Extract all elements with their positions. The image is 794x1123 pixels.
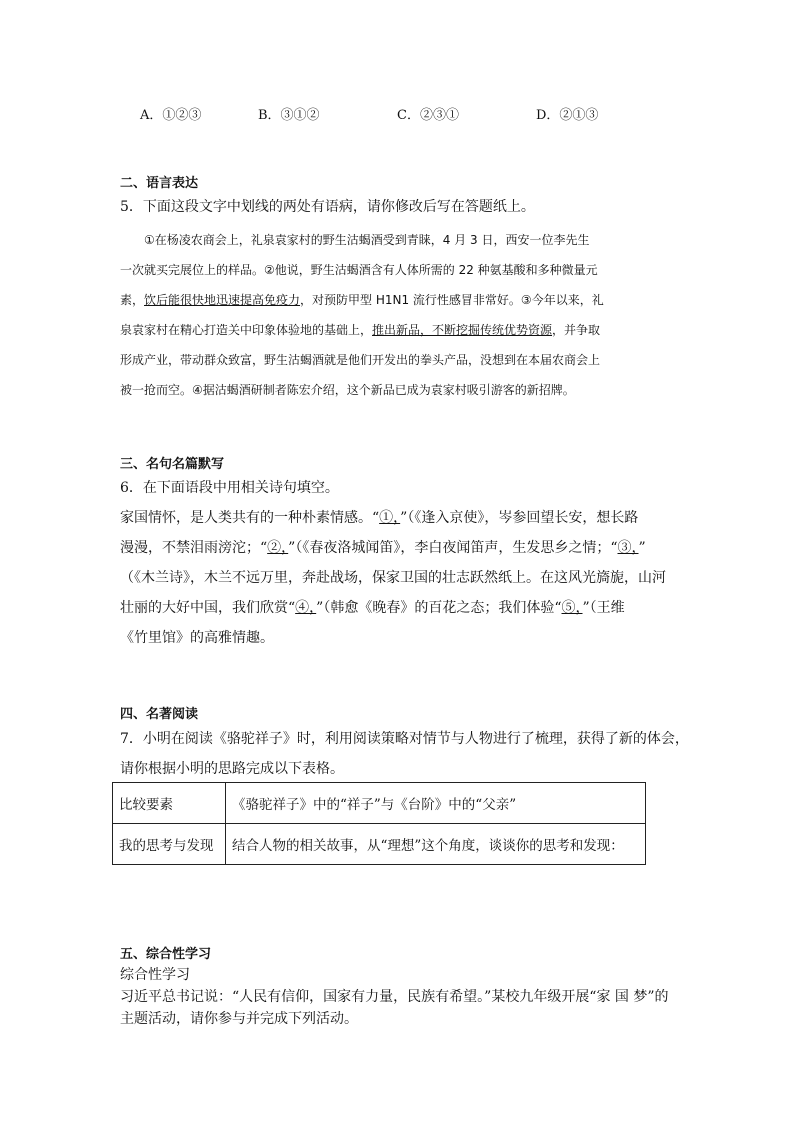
passage-line: 漫漫，不禁泪雨滂沱；“②，”（《春夜洛城闻笛》，李白夜闻笛声，生发思乡之情；“③，”	[120, 540, 646, 556]
comparison-table	[112, 782, 646, 865]
section3-heading: 三、名句名篇默写	[120, 457, 225, 472]
question-7-line1: 7．小明在阅读《骆驼祥子》时，利用阅读策略对情节与人物进行了梳理，获得了新的体会，	[120, 731, 689, 747]
table-cell-value: 结合人物的相关故事，从“理想”这个角度，谈谈你的思考和发现：	[226, 824, 646, 865]
blank-4: ④，	[295, 600, 317, 616]
option-d: D．②①③	[536, 108, 599, 123]
passage-line: 泉袁家村在精心打造关中印象体验地的基础上，推出新品，不断挖掘传统优势资源，并争取	[120, 323, 601, 337]
section5-heading: 五、综合性学习	[120, 947, 212, 962]
passage-line: 《竹里馆》的高雅情趣。	[120, 630, 274, 646]
question-5: 5．下面这段文字中划线的两处有语病，请你修改后写在答题纸上。	[120, 199, 535, 215]
section5-line2: 主题活动，请你参与并完成下列活动。	[120, 1011, 358, 1027]
section4-heading: 四、名著阅读	[120, 707, 199, 722]
table-cell-label: 我的思考与发现	[113, 824, 226, 865]
table-cell-label: 比较要素	[113, 783, 226, 824]
passage-line: 一次就买完展位上的样品。②他说，野生沽蝎酒含有人体所需的 22 种氨基酸和多种微量元	[120, 263, 598, 277]
passage-line: （《木兰诗》，木兰不远万里，奔赴战场，保家卫国的壮志跃然纸上。在这风光旖旎，山河	[120, 570, 666, 586]
table-row	[113, 824, 646, 865]
passage-line: 家国情怀，是人类共有的一种朴素情感。“①，”（《逢入京使》，岑参回望长安，想长路	[120, 510, 639, 526]
underlined-error-1: 饮后能很快地迅速提高免疫力	[144, 293, 301, 307]
table-row	[113, 783, 646, 824]
blank-1: ①，	[379, 510, 401, 526]
section2-heading: 二、语言表达	[120, 176, 199, 191]
passage-line: 素，饮后能很快地迅速提高免疫力，对预防甲型 H1N1 流行性感冒非常好。③今年以来，礼	[120, 293, 604, 307]
passage-line: ①在杨凌农商会上，礼泉袁家村的野生沽蝎酒受到青睐，4 月 3 日，西安一位李先生	[120, 233, 590, 247]
blank-5: ⑤，	[561, 600, 583, 616]
question-6-passage	[120, 503, 666, 653]
question-5-passage	[120, 225, 660, 405]
option-b: B．③①②	[258, 108, 320, 123]
blank-3: ③，	[617, 540, 639, 556]
option-a: A．①②③	[140, 108, 202, 123]
underlined-error-2: 推出新品，不断挖掘传统优势资源	[372, 323, 553, 337]
passage-line: 被一抢而空。④据沽蝎酒研制者陈宏介绍，这个新品已成为袁家村吸引游客的新招牌。	[120, 383, 575, 397]
question-6: 6．在下面语段中用相关诗句填空。	[120, 480, 339, 496]
section5-subheading: 综合性学习	[120, 967, 190, 983]
passage-line: 形成产业，带动群众致富，野生沽蝎酒就是他们开发出的拳头产品，没想到在本届农商会上	[120, 353, 601, 367]
blank-2: ②，	[267, 540, 289, 556]
passage-line: 壮丽的大好中国，我们欣赏“④，”（韩愈《晚春》的百花之态；我们体验“⑤，”（王维	[120, 600, 625, 616]
table-cell-value: 《骆驼祥子》中的“祥子”与《台阶》中的“父亲”	[226, 783, 646, 824]
option-c: C．②③①	[397, 108, 459, 123]
section5-line1: 习近平总书记说：“人民有信仰，国家有力量，民族有希望。”某校九年级开展“家 国 梦”的	[120, 989, 669, 1005]
question-7-line2: 请你根据小明的思路完成以下表格。	[120, 761, 344, 777]
